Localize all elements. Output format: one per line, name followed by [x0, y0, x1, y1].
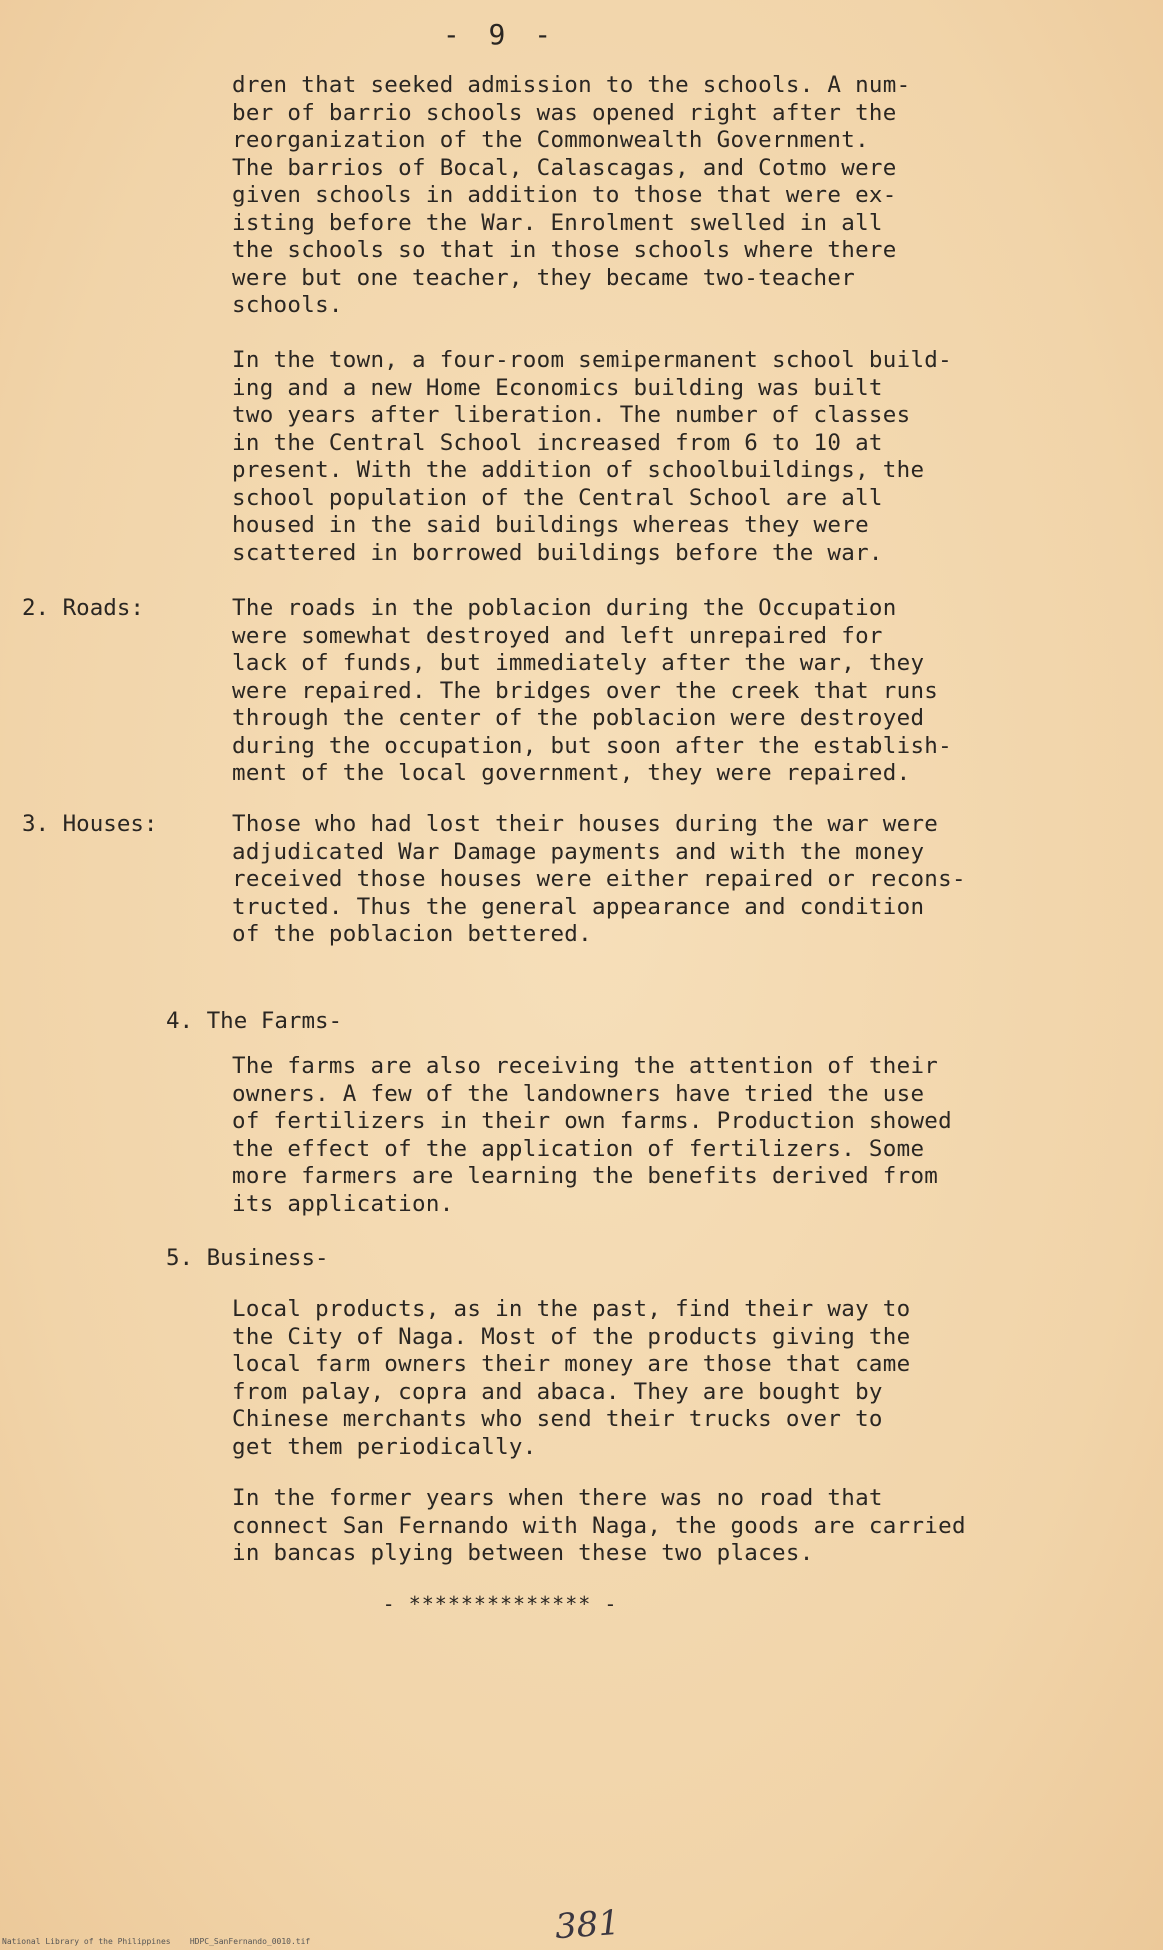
farms-heading: 4. The Farms- [166, 1008, 343, 1034]
business-paragraph-2: In the former years when there was no road that connect San Fernando with Naga, the goods are carried in bancas plying between these two places. [232, 1485, 966, 1566]
business-paragraph-1: Local products, as in the past, find their way to the City of Naga. Most of the products giving the local farm owners their money are those that came from palay, copra and abaca. They are bought by Chinese merchants who send their trucks over to get them periodically. [232, 1296, 911, 1460]
section-divider: - ************** - [382, 1592, 618, 1616]
houses-paragraph: Those who had lost their houses during the war were adjudicated War Damage payments and with the money received those houses were either repaired or recons- tructed. Thus the general appearance and condition of the poblacion bettered. [232, 811, 966, 947]
farms-paragraph: The farms are also receiving the attention of their owners. A few of the landowners have tried the use of fertilizers in their own farms. Production showed the effect of the application of fertilizers. Some more farmers are learning the benefits derived from its application. [232, 1053, 952, 1217]
town-paragraph: In the town, a four-room semipermanent school build- ing and a new Home Economics building was built two years after liberation. The number of classes in the Central School increased from 6 to 10 at present. With the addition of schoolbuildings, the school population of the Central School are all housed in the said buildings whereas they were scattered in borrowed buildings before the war. [232, 347, 952, 566]
roads-label: 2. Roads: [22, 595, 144, 621]
archive-footer: National Library of the Philippines HDPC_SanFernando_0010.tif [2, 1937, 311, 1946]
roads-paragraph: The roads in the poblacion during the Occupation were somewhat destroyed and left unrepaired for lack of funds, but immediately after the war, they were repaired. The bridges over the creek that runs through the center of the poblacion were destroyed during the occupation, but soon after the establish- ment of the local government, they were repaired. [232, 595, 952, 786]
business-heading: 5. Business- [166, 1245, 329, 1271]
page-number: - 9 - [442, 18, 558, 51]
handwritten-page-number: 381 [553, 1902, 622, 1948]
houses-label: 3. Houses: [22, 811, 158, 837]
intro-paragraph: dren that seeked admission to the schools. A num- ber of barrio schools was opened right after the reorganization of the Commonwealth Government. The barrios of Bocal, Calascagas, and Cotmo were given schools in addition to those that were ex- isting before the War. Enrolment swelled in all the schools so that in those schools where there were but one teacher, they became two-teacher schools. [232, 72, 911, 318]
